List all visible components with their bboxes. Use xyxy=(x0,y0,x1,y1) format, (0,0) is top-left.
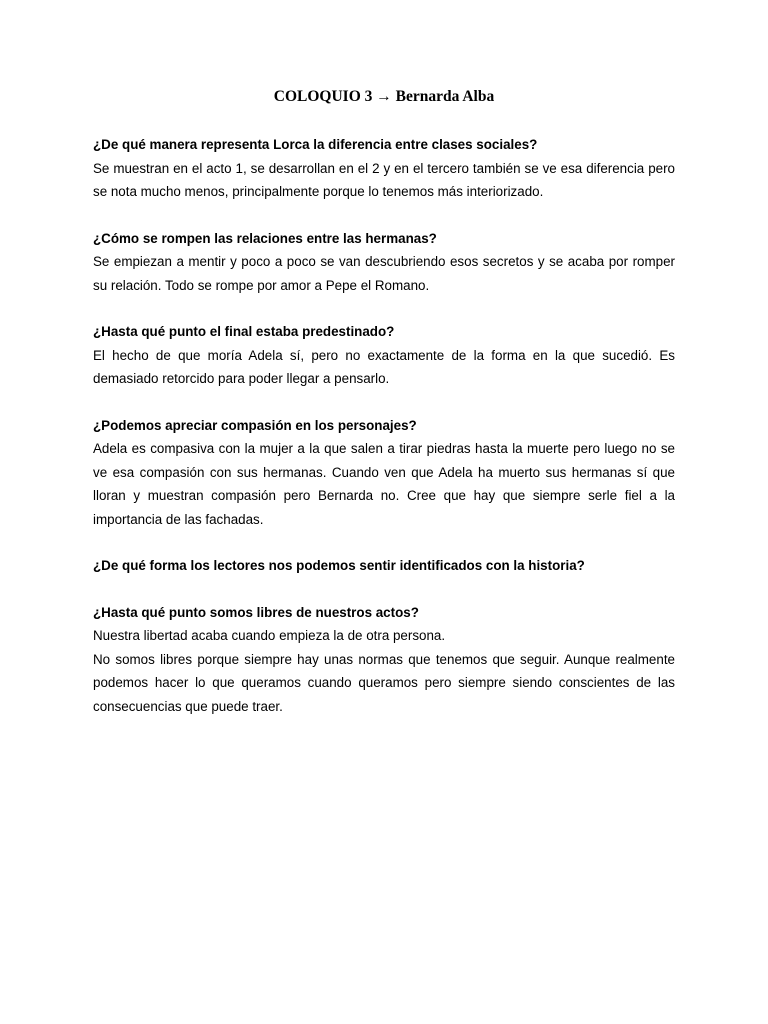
qa-section xyxy=(93,554,675,578)
qa-section xyxy=(93,133,675,204)
question-heading: ¿Hasta qué punto somos libres de nuestros actos? xyxy=(93,604,419,620)
answer-paragraph: Nuestra libertad acaba cuando empieza la de otra persona. xyxy=(93,628,446,643)
question-heading: ¿Cómo se rompen las relaciones entre las hermanas? xyxy=(93,230,437,246)
answer-paragraph: Se empiezan a mentir y poco a poco se van descubriendo esos secretos y se acaba por romper su relación. Todo se rompe por amor a Pepe el Romano. xyxy=(93,254,675,293)
answer-paragraph: No somos libres porque siempre hay unas normas que tenemos que seguir. Aunque realmente podemos hacer lo que queramos cuando queramos pero siempre siendo conscientes de las consecuencias que puede traer. xyxy=(93,651,675,714)
question-heading: ¿De qué manera representa Lorca la diferencia entre clases sociales? xyxy=(93,137,538,152)
qa-section xyxy=(93,320,675,391)
question-heading: ¿Hasta qué punto el final estaba predestinado? xyxy=(93,324,395,339)
qa-section xyxy=(93,227,675,298)
question-heading: ¿De qué forma los lectores nos podemos sentir identificados con la historia? xyxy=(93,558,585,573)
answer-paragraph: El hecho de que moría Adela sí, pero no exactamente de la forma en la que sucedió. Es demasiado retorcido para poder llegar a pensarlo. xyxy=(93,347,675,386)
qa-section xyxy=(93,601,675,719)
qa-section xyxy=(93,414,675,532)
answer-paragraph: Se muestran en el acto 1, se desarrollan en el 2 y en el tercero también se ve esa diferencia pero se nota mucho menos, principalmente porque lo tenemos más interiorizado. xyxy=(93,160,675,199)
question-heading: ¿Podemos apreciar compasión en los personajes? xyxy=(93,417,417,433)
document-body xyxy=(93,133,675,741)
answer-paragraph: Adela es compasiva con la mujer a la que salen a tirar piedras hasta la muerte pero luego no se ve esa compasión con sus hermanas. Cuando ven que Adela ha muerto sus hermanas sí que lloran y muestran compasión pero Bernarda no. Cree que hay que siempre serle fiel a la importancia de las fachadas. xyxy=(93,441,675,527)
document-title: COLOQUIO 3 → Bernarda Alba xyxy=(273,88,495,105)
